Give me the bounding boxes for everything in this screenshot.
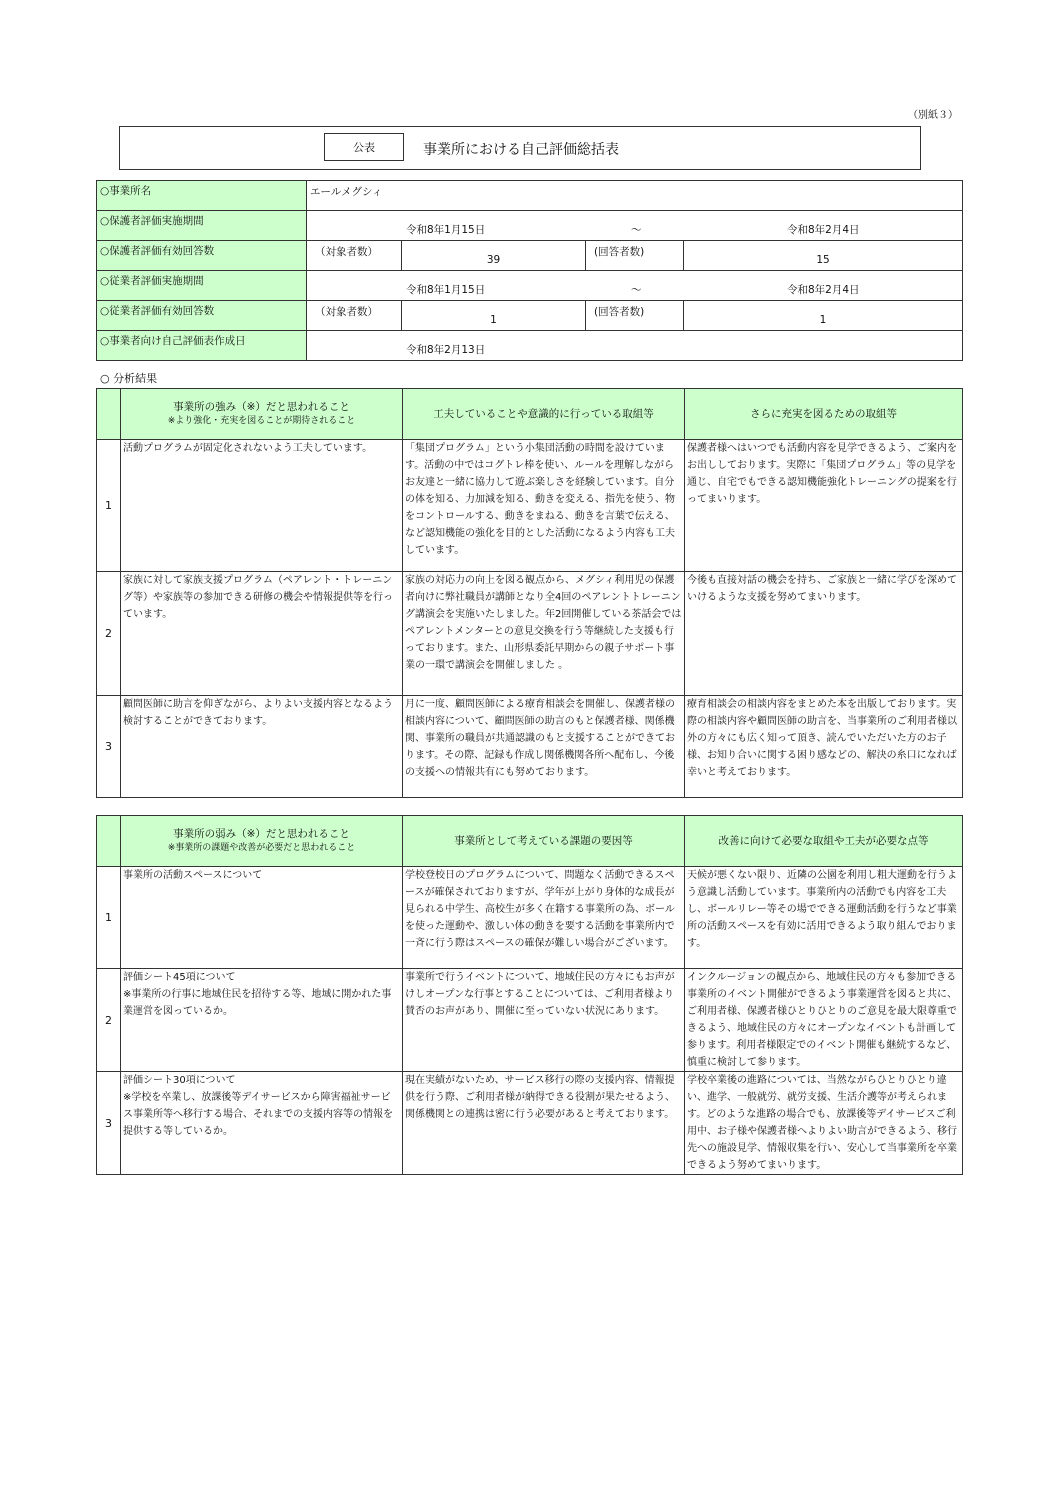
- row-number: 3: [97, 696, 121, 798]
- weakness-cause-text: 現在実績がないため、サービス移行の際の支援内容、情報提供を行う際、ご利用者様が納得できる役割が果たせるよう、関係機関との連携は密に行う必要があると考えております。: [403, 1072, 685, 1175]
- strength-improvement-text: 療育相談会の相談内容をまとめた本を出版しております。実際の相談内容や顧問医師の助言を、当事業所のご利用者様以外の方々にも広く知って頂き、読んでいただいた方のお子様、お知り合いに関する困り感などの、解決の糸口になれば幸いと考えております。: [685, 696, 963, 798]
- facility-name-label: ○事業所名: [97, 181, 307, 211]
- guardian-target-value: 39: [402, 241, 586, 271]
- facility-info-table: [96, 180, 963, 361]
- table-row: [97, 572, 963, 696]
- weakness-cause-text: 事業所で行うイベントについて、地域住民の方々にもお声がけしオープンな行事とすることについては、ご利用者様より賛否のお声があり、開催に至っていない状況にあります。: [403, 969, 685, 1072]
- staff-count-label: ○従業者評価有効回答数: [97, 301, 307, 331]
- created-date-row: [97, 331, 963, 361]
- table-row: [97, 969, 963, 1072]
- strength-improvement-text: 保護者様へはいつでも活動内容を見学できるよう、ご案内をお出ししております。実際に「集団プログラム」等の見学を通じ、自宅でもできる認知機能強化トレーニングの提案を行ってまいります。: [685, 440, 963, 572]
- row-number: 2: [97, 969, 121, 1072]
- strengths-header-main: 事業所の強み（※）だと思われること: [173, 400, 350, 413]
- facility-name-value: エールメグシィ: [307, 181, 963, 211]
- staff-answer-value: 1: [684, 301, 963, 331]
- staff-target-label: （対象者数）: [307, 301, 402, 331]
- row-number: 2: [97, 572, 121, 696]
- weakness-cause-text: 学校登校日のプログラムについて、問題なく活動できるスペースが確保されておりますが、学年が上がり身体的な成長が見られる中学生、高校生が多く在籍する事業所の為、ボールを使った運動や、激しい体の動きを要する活動を事業所内で一斉に行う際はスペースの確保が難しい場合がございます。: [403, 867, 685, 969]
- guardian-period-label: ○保護者評価実施期間: [97, 211, 307, 241]
- staff-period-end: 令和8年2月4日: [787, 284, 860, 296]
- row-number: 1: [97, 867, 121, 969]
- strengths-header-col2: 工夫していることや意識的に行っている取組等: [403, 389, 685, 440]
- weaknesses-header-col1: [121, 816, 403, 867]
- staff-period-row: [97, 271, 963, 301]
- staff-period-label: ○従業者評価実施期間: [97, 271, 307, 301]
- strength-effort-text: 家族の対応力の向上を図る観点から、メグシィ利用児の保護者向けに弊社職員が講師となり全4回のペアレントトレーニング講演会を実施いたしました。年2回開催している茶話会ではペアレントメンターとの意見交換を行う等継続した支援も行っております。また、山形県委託早期からの親子サポート事業の一環で講演会を開催しました 。: [403, 572, 685, 696]
- guardian-count-row: [97, 241, 963, 271]
- guardian-answer-value: 15: [684, 241, 963, 271]
- strengths-table: [96, 388, 963, 798]
- strengths-header-sub: ※より強化・充実を図ることが期待されること: [167, 416, 356, 427]
- weaknesses-header-row: [97, 816, 963, 867]
- strength-text: 家族に対して家族支援プログラム（ペアレント・トレーニング等）や家族等の参加できる研修の機会や情報提供等を行っています。: [121, 572, 403, 696]
- staff-count-row: [97, 301, 963, 331]
- guardian-period-value: [307, 211, 963, 241]
- weakness-improvement-text: 学校卒業後の進路については、当然ながらひとりひとり違い、進学、一般就労、就労支援、生活介護等が考えられます。どのような進路の場合でも、放課後等デイサービスご利用中、お子様や保護者様へよりよい助言ができるよう、移行先への施設見学、情報収集を行い、安心して当事業所を卒業できるよう努めてまいります。: [685, 1072, 963, 1175]
- created-date: 令和8年2月13日: [406, 344, 486, 356]
- staff-period-start: 令和8年1月15日: [406, 284, 486, 296]
- strength-text: 顧問医師に助言を仰ぎながら、よりよい支援内容となるよう検討することができております。: [121, 696, 403, 798]
- weaknesses-header-num: [97, 816, 121, 867]
- table-row: [97, 1072, 963, 1175]
- weaknesses-header-main: 事業所の弱み（※）だと思われること: [173, 827, 350, 840]
- public-label: 公表: [324, 133, 404, 161]
- weakness-text: 評価シート30項について ※学校を卒業し、放課後等デイサービスから障害福祉サービス事業所等へ移行する場合、それまでの支援内容等の情報を提供する等しているか。: [121, 1072, 403, 1175]
- strength-text: 活動プログラムが固定化されないよう工夫しています。: [121, 440, 403, 572]
- strength-effort-text: 月に一度、顧問医師による療育相談会を開催し、保護者様の相談内容について、顧問医師の助言のもと保護者様、関係機関、事業所の職員が共通認識のもと支援することができております。その際、記録も作成し関係機関各所へ配布し、今後の支援への情報共有にも努めております。: [403, 696, 685, 798]
- guardian-period-sep: ～: [631, 224, 642, 236]
- strengths-header-col1: [121, 389, 403, 440]
- created-date-value: [307, 331, 963, 361]
- strength-effort-text: 「集団プログラム」という小集団活動の時間を設けています。活動の中ではコグトレ棒を使い、ルールを理解しながらお友達と一緒に協力して遊ぶ楽しさを経験しています。自分の体を知る、力加減を知る、動きを変える、指先を使う、物をコントロールする、動きをまねる、動きを言葉で伝える、など認知機能の強化を目的とした活動になるよう内容も工夫しています。: [403, 440, 685, 572]
- page-title: 事業所における自己評価総括表: [423, 142, 619, 158]
- weaknesses-header-col3: 改善に向けて必要な取組や工夫が必要な点等: [685, 816, 963, 867]
- staff-period-value: [307, 271, 963, 301]
- weaknesses-header-sub: ※事業所の課題や改善が必要だと思われること: [167, 843, 356, 854]
- row-number: 1: [97, 440, 121, 572]
- analysis-label: ○ 分析結果: [100, 372, 158, 385]
- table-row: [97, 867, 963, 969]
- table-row: [97, 440, 963, 572]
- staff-target-value: 1: [402, 301, 586, 331]
- weaknesses-header-col2: 事業所として考えている課題の要因等: [403, 816, 685, 867]
- weakness-text: 評価シート45項について ※事業所の行事に地域住民を招待する等、地域に開かれた事業運営を図っているか。: [121, 969, 403, 1072]
- guardian-count-label: ○保護者評価有効回答数: [97, 241, 307, 271]
- strengths-header-col3: さらに充実を図るための取組等: [685, 389, 963, 440]
- weaknesses-table: [96, 815, 963, 1175]
- weakness-improvement-text: 天候が悪くない限り、近隣の公園を利用し粗大運動を行うよう意識し活動しています。事業所内の活動でも内容を工夫し、ボールリレー等その場でできる運動活動を行うなど事業所の活動スペースを有効に活用できるよう取り組んでおります。: [685, 867, 963, 969]
- weakness-improvement-text: インクルージョンの観点から、地域住民の方々も参加できる事業所のイベント開催ができるよう事業運営を図ると共に、ご利用者様、保護者様ひとりひとりのご意見を最大限尊重できるよう、地域住民の方々にオープンなイベントも計画して参ります。利用者様限定でのイベント開催も継続するなど、慎重に検討して参ります。: [685, 969, 963, 1072]
- facility-name-row: [97, 181, 963, 211]
- title-box: [119, 126, 921, 170]
- created-date-label: ○事業者向け自己評価表作成日: [97, 331, 307, 361]
- strengths-header-num: [97, 389, 121, 440]
- guardian-period-end: 令和8年2月4日: [787, 224, 860, 236]
- guardian-answer-label: (回答者数): [586, 241, 684, 271]
- strengths-header-row: [97, 389, 963, 440]
- guardian-period-start: 令和8年1月15日: [406, 224, 486, 236]
- guardian-target-label: （対象者数）: [307, 241, 402, 271]
- staff-period-sep: ～: [631, 284, 642, 296]
- guardian-period-row: [97, 211, 963, 241]
- attachment-label: （別紙３）: [908, 110, 958, 121]
- table-row: [97, 696, 963, 798]
- row-number: 3: [97, 1072, 121, 1175]
- weakness-text: 事業所の活動スペースについて: [121, 867, 403, 969]
- staff-answer-label: (回答者数): [586, 301, 684, 331]
- strength-improvement-text: 今後も直接対話の機会を持ち、ご家族と一緒に学びを深めていけるような支援を努めてまいります。: [685, 572, 963, 696]
